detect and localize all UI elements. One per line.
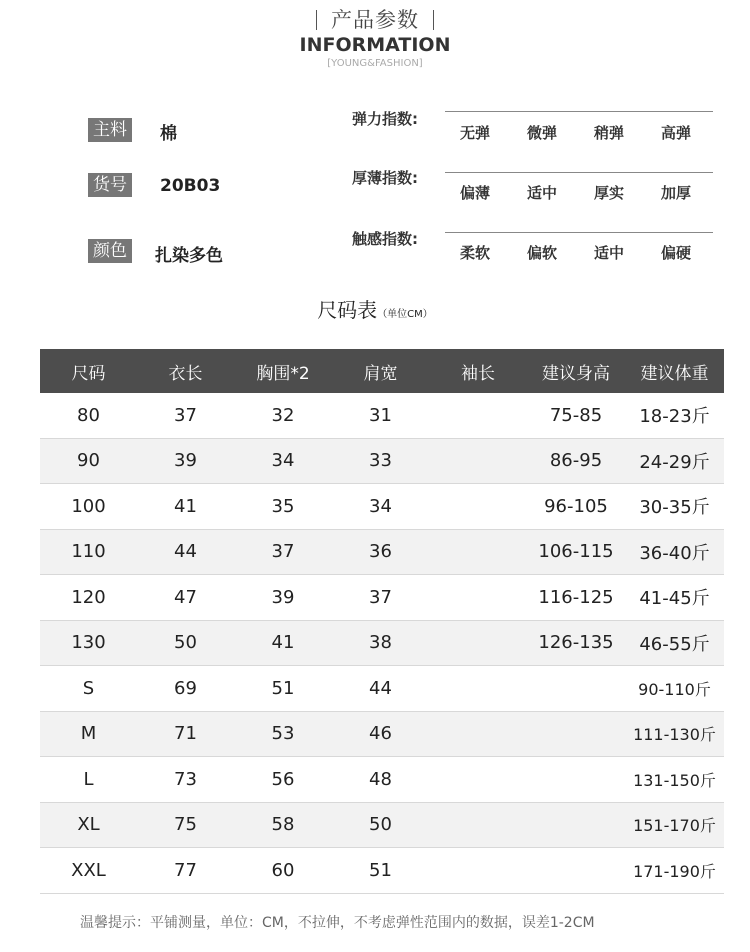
table-cell: 37 bbox=[174, 404, 197, 426]
table-cell bbox=[429, 848, 527, 893]
table-cell: 171-190斤 bbox=[633, 861, 716, 881]
table-cell: 56 bbox=[271, 768, 295, 790]
size-chart-title bbox=[0, 294, 750, 323]
item-number-value: 20B03 bbox=[160, 176, 221, 196]
table-cell: 30-35斤 bbox=[639, 497, 710, 519]
title-cn-text: 产品参数 bbox=[331, 8, 419, 32]
touch-label: 触感指数: bbox=[352, 230, 418, 248]
table-cell bbox=[429, 484, 527, 529]
table-cell: 90-110斤 bbox=[638, 679, 711, 699]
table-cell: 126-135 bbox=[538, 632, 614, 654]
table-row bbox=[40, 757, 724, 803]
table-cell: XXL bbox=[71, 859, 106, 881]
table-cell: 39 bbox=[271, 586, 295, 608]
elasticity-option: 无弹 bbox=[460, 124, 491, 142]
table-cell: 50 bbox=[174, 632, 197, 654]
table-cell: 51 bbox=[271, 677, 295, 699]
table-cell bbox=[527, 848, 625, 893]
table-cell: 31 bbox=[369, 404, 392, 426]
table-cell bbox=[429, 621, 527, 666]
table-cell: 151-170斤 bbox=[633, 816, 716, 836]
table-cell: 51 bbox=[369, 859, 392, 881]
table-row bbox=[40, 484, 724, 530]
table-cell: 86-95 bbox=[549, 450, 603, 472]
table-cell: 35 bbox=[271, 495, 295, 517]
thickness-option: 偏薄 bbox=[460, 184, 491, 202]
table-cell bbox=[429, 757, 527, 802]
thickness-line bbox=[445, 172, 713, 173]
table-cell: 39 bbox=[174, 450, 197, 472]
table-cell: 33 bbox=[369, 450, 392, 472]
table-cell bbox=[527, 712, 625, 757]
size-table bbox=[40, 349, 724, 894]
table-cell: 47 bbox=[174, 586, 197, 608]
table-cell: 60 bbox=[271, 859, 295, 881]
table-cell bbox=[429, 666, 527, 711]
table-cell: XL bbox=[77, 814, 100, 836]
table-cell: 34 bbox=[271, 450, 295, 472]
table-row bbox=[40, 621, 724, 667]
table-cell: 75 bbox=[174, 814, 197, 836]
table-cell: L bbox=[83, 768, 94, 790]
elasticity-label: 弹力指数: bbox=[352, 110, 418, 128]
table-cell bbox=[429, 803, 527, 848]
table-cell: 90 bbox=[77, 450, 100, 472]
table-cell: 37 bbox=[369, 586, 392, 608]
thickness-option: 加厚 bbox=[661, 184, 692, 202]
touch-line bbox=[445, 232, 713, 233]
table-cell: 116-125 bbox=[538, 586, 614, 608]
table-body bbox=[40, 393, 724, 894]
table-cell bbox=[429, 439, 527, 484]
table-row bbox=[40, 666, 724, 712]
elasticity-line bbox=[445, 111, 713, 112]
color-value: 扎染多色 bbox=[155, 246, 223, 266]
table-header bbox=[40, 349, 724, 393]
table-row bbox=[40, 393, 724, 439]
table-cell: 75-85 bbox=[549, 404, 603, 426]
touch-option: 适中 bbox=[594, 244, 625, 262]
table-row bbox=[40, 803, 724, 849]
column-header: 建议身高 bbox=[542, 363, 610, 384]
table-cell: 50 bbox=[369, 814, 392, 836]
table-cell bbox=[429, 712, 527, 757]
material-value: 棉 bbox=[160, 124, 177, 144]
table-cell: 80 bbox=[77, 404, 100, 426]
column-header: 肩宽 bbox=[363, 363, 398, 384]
table-cell: 53 bbox=[271, 723, 295, 745]
table-cell: 77 bbox=[174, 859, 197, 881]
table-cell: 36 bbox=[369, 541, 392, 563]
item-number-label: 货号 bbox=[88, 173, 132, 197]
thickness-option: 适中 bbox=[527, 184, 558, 202]
table-cell: 96-105 bbox=[544, 495, 608, 517]
column-header: 袖长 bbox=[461, 363, 495, 384]
touch-option: 偏软 bbox=[527, 244, 558, 262]
table-cell bbox=[429, 575, 527, 620]
table-cell: 106-115 bbox=[538, 541, 614, 563]
touch-option: 偏硬 bbox=[661, 244, 692, 262]
header-title-en: INFORMATION bbox=[299, 34, 451, 56]
table-cell: 44 bbox=[369, 677, 392, 699]
table-cell: 130 bbox=[71, 632, 106, 654]
header-title-cn bbox=[0, 4, 750, 34]
table-row bbox=[40, 575, 724, 621]
elasticity-option: 微弹 bbox=[527, 124, 558, 142]
table-cell bbox=[429, 393, 527, 438]
table-cell: 110 bbox=[71, 541, 106, 563]
table-row bbox=[40, 848, 724, 894]
table-cell bbox=[527, 757, 625, 802]
table-cell: 41 bbox=[271, 632, 295, 654]
table-cell: 131-150斤 bbox=[633, 770, 716, 790]
column-header: 尺码 bbox=[71, 363, 106, 384]
divider-bar bbox=[433, 10, 434, 30]
table-cell: 120 bbox=[71, 586, 106, 608]
size-chart-unit: （单位CM） bbox=[377, 309, 433, 320]
table-cell: 36-40斤 bbox=[639, 542, 710, 564]
column-header: 建议体重 bbox=[640, 363, 709, 384]
elasticity-option: 稍弹 bbox=[594, 124, 625, 142]
table-cell: 32 bbox=[271, 404, 295, 426]
table-cell: 38 bbox=[369, 632, 392, 654]
table-cell bbox=[527, 666, 625, 711]
elasticity-option: 高弹 bbox=[661, 124, 692, 142]
table-cell: 44 bbox=[174, 541, 197, 563]
table-cell: 111-130斤 bbox=[633, 725, 716, 745]
table-cell: 37 bbox=[271, 541, 295, 563]
table-row bbox=[40, 530, 724, 576]
table-cell: 58 bbox=[271, 814, 295, 836]
column-header: 胸围*2 bbox=[256, 363, 310, 384]
measurement-note: 温馨提示：平铺测量，单位：CM，不拉伸，不考虑弹性范围内的数据，误差1-2CM bbox=[80, 915, 595, 931]
column-header: 衣长 bbox=[168, 363, 203, 384]
table-cell bbox=[429, 530, 527, 575]
table-cell: M bbox=[80, 723, 97, 745]
color-label: 颜色 bbox=[88, 239, 132, 263]
table-cell: 46-55斤 bbox=[639, 633, 710, 655]
material-label: 主料 bbox=[88, 118, 132, 142]
table-cell: 18-23斤 bbox=[639, 406, 710, 428]
table-cell: 46 bbox=[369, 723, 392, 745]
touch-option: 柔软 bbox=[460, 244, 491, 262]
table-cell: 71 bbox=[174, 723, 197, 745]
table-cell bbox=[527, 803, 625, 848]
table-cell: 69 bbox=[174, 677, 197, 699]
table-cell: 24-29斤 bbox=[639, 451, 710, 473]
table-cell: 100 bbox=[71, 495, 106, 517]
header-subtitle: [YOUNG&FASHION] bbox=[327, 58, 423, 69]
table-cell: 34 bbox=[369, 495, 392, 517]
thickness-label: 厚薄指数: bbox=[352, 169, 418, 187]
table-cell: S bbox=[82, 677, 95, 699]
table-cell: 48 bbox=[369, 768, 392, 790]
thickness-option: 厚实 bbox=[594, 184, 625, 202]
table-row bbox=[40, 439, 724, 485]
table-cell: 73 bbox=[174, 768, 197, 790]
table-cell: 41-45斤 bbox=[639, 588, 710, 610]
divider-bar bbox=[316, 10, 317, 30]
table-row bbox=[40, 712, 724, 758]
table-cell: 41 bbox=[174, 495, 197, 517]
size-chart-title-text: 尺码表 bbox=[317, 298, 378, 322]
